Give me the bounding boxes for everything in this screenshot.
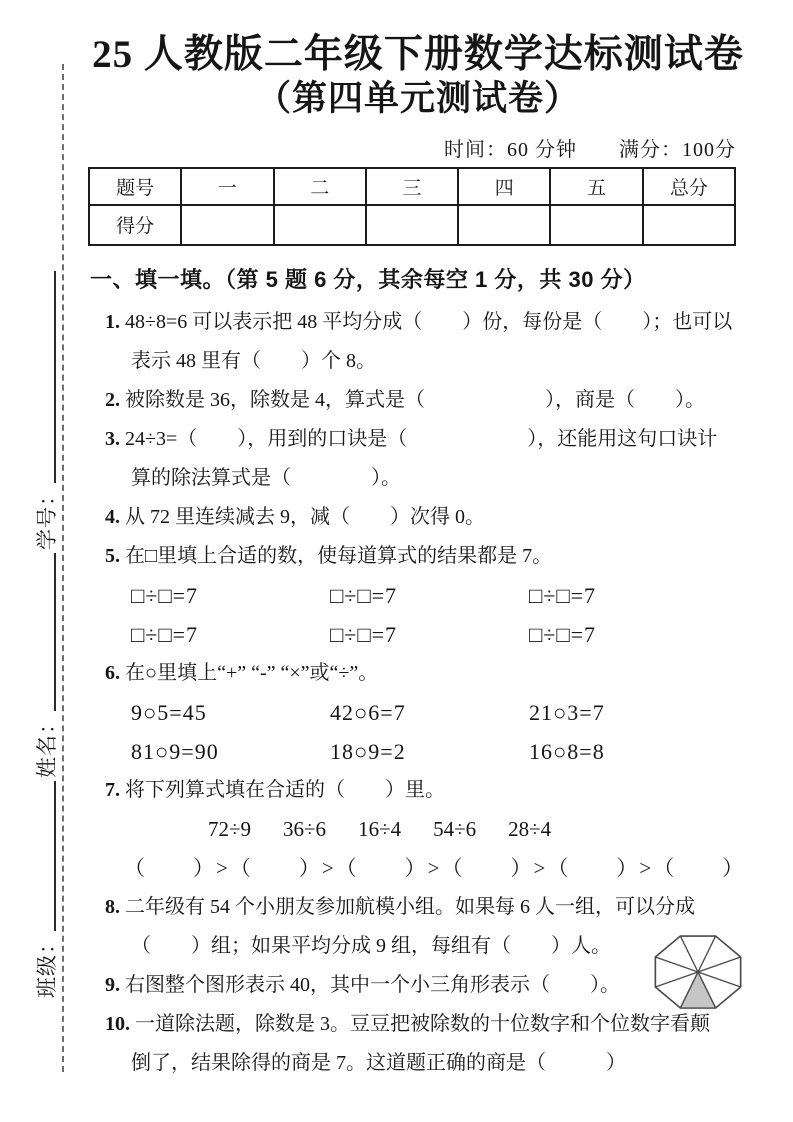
score-table — [88, 167, 736, 246]
box-division-equation: □÷□=7 — [131, 582, 199, 608]
question-2-text: 被除数是 36，除数是 4，算式是（ ），商是（ ）。 — [125, 388, 705, 411]
question-9-number: 9. — [105, 973, 120, 996]
question-6-number: 6. — [105, 661, 120, 684]
circle-operator-equation: 9○5=45 — [131, 699, 207, 725]
circle-operator-equation: 18○9=2 — [330, 738, 406, 764]
question-6-equations-row-1 — [88, 693, 748, 732]
question-3-line-1 — [88, 420, 748, 459]
question-10-line-2: 倒了，结果除得的商是 7。这道题正确的商是（ ） — [131, 1051, 626, 1074]
question-4-line-1 — [88, 498, 748, 537]
division-expression: 72÷9 — [208, 816, 252, 841]
score-cell-empty — [274, 205, 366, 245]
question-7-expressions — [88, 810, 748, 849]
question-3-text: 24÷3=（ ），用到的口诀是（ ），还能用这句口诀计 — [125, 427, 718, 450]
question-5-equations-row-1 — [88, 576, 748, 615]
question-1-text: 48÷8=6 可以表示把 48 平均分成（ ）份，每份是（ ）；也可以 — [125, 310, 733, 333]
question-8-text: 二年级有 54 个小朋友参加航模小组。如果每 6 人一组，可以分成 — [125, 895, 695, 918]
question-1-line-1 — [88, 303, 748, 342]
question-7-stem — [88, 771, 748, 810]
question-7-number: 7. — [105, 778, 120, 801]
class-label: 班级： — [34, 932, 59, 998]
score-table-header-cell: 五 — [550, 168, 642, 205]
question-2-number: 2. — [105, 388, 120, 411]
score-table-header-cell: 二 — [274, 168, 366, 205]
box-division-equation: □÷□=7 — [330, 582, 398, 608]
score-row-label: 得分 — [89, 205, 181, 245]
class-blank-line — [50, 781, 56, 931]
box-division-equation: □÷□=7 — [131, 621, 199, 647]
paper-body — [88, 0, 748, 1083]
exam-meta: 时间：60 分钟 满分：100分 — [444, 138, 736, 161]
score-table-header-cell: 题号 — [89, 168, 181, 205]
score-cell-empty — [550, 205, 642, 245]
question-2-line-1 — [88, 381, 748, 420]
question-4-text: 从 72 里连续减去 9，减（ ）次得 0。 — [125, 505, 485, 528]
binding-dashed-line — [62, 64, 64, 1072]
circle-operator-equation: 81○9=90 — [131, 738, 219, 764]
division-expression: 16÷4 — [358, 816, 402, 841]
score-table-header-cell: 四 — [458, 168, 550, 205]
score-table-header-row — [89, 168, 735, 205]
question-3-number: 3. — [105, 427, 120, 450]
student-id-blank-line — [50, 271, 56, 483]
question-1-number: 1. — [105, 310, 120, 333]
section-1-heading: 一、填一填。（第 5 题 6 分，其余每空 1 分，共 30 分） — [90, 266, 646, 292]
page-title: 25 人教版二年级下册数学达标测试卷 — [92, 33, 744, 76]
score-table-score-row — [89, 205, 735, 245]
division-expression: 54÷6 — [433, 816, 477, 841]
question-5-number: 5. — [105, 544, 120, 567]
student-id-label: 学号： — [34, 484, 59, 550]
box-division-equation: □÷□=7 — [529, 621, 597, 647]
question-1-line-2: 表示 48 里有（ ）个 8。 — [131, 349, 376, 372]
question-5-equations-row-2 — [88, 615, 748, 654]
score-cell-empty — [458, 205, 550, 245]
circle-operator-equation: 16○8=8 — [529, 738, 605, 764]
circle-operator-equation: 21○3=7 — [529, 699, 605, 725]
question-5-stem — [88, 537, 748, 576]
box-division-equation: □÷□=7 — [529, 582, 597, 608]
score-table-header-cell: 总分 — [643, 168, 735, 205]
question-7-compare-row: （ ）>（ ）>（ ）>（ ）>（ ）>（ ） — [124, 855, 746, 880]
question-10-number: 10. — [105, 1012, 130, 1035]
question-8-number: 8. — [105, 895, 120, 918]
score-cell-empty — [643, 205, 735, 245]
score-cell-empty — [366, 205, 458, 245]
question-5-text: 在□里填上合适的数，使每道算式的结果都是 7。 — [125, 544, 553, 567]
division-expression: 28÷4 — [508, 816, 552, 841]
circle-operator-equation: 42○6=7 — [330, 699, 406, 725]
question-6-stem — [88, 654, 748, 693]
question-8-line-2: （ ）组；如果平均分成 9 组，每组有（ ）人。 — [131, 934, 611, 957]
shaded-triangle — [680, 972, 715, 1008]
question-9-text: 右图整个图形表示 40，其中一个小三角形表示（ ）。 — [125, 973, 620, 996]
question-3-line-2: 算的除法算式是（ ）。 — [131, 466, 401, 489]
name-blank-line — [50, 553, 56, 711]
box-division-equation: □÷□=7 — [330, 621, 398, 647]
score-table-header-cell: 一 — [181, 168, 273, 205]
division-expression: 36÷6 — [283, 816, 327, 841]
question-7-text: 将下列算式填在合适的（ ）里。 — [125, 778, 445, 801]
score-table-header-cell: 三 — [366, 168, 458, 205]
score-cell-empty — [181, 205, 273, 245]
question-10-text: 一道除法题，除数是 3。豆豆把被除数的十位数字和个位数字看颠 — [135, 1012, 710, 1035]
question-4-number: 4. — [105, 505, 120, 528]
page-subtitle: （第四单元测试卷） — [255, 79, 580, 119]
question-6-text: 在○里填上“+” “-” “×”或“÷”。 — [125, 661, 379, 684]
student-info-strip — [16, 105, 58, 1090]
question-6-equations-row-2 — [88, 732, 748, 771]
name-label: 姓名： — [34, 712, 59, 778]
octagon-figure — [649, 931, 747, 1013]
question-8-line-1 — [88, 888, 748, 927]
